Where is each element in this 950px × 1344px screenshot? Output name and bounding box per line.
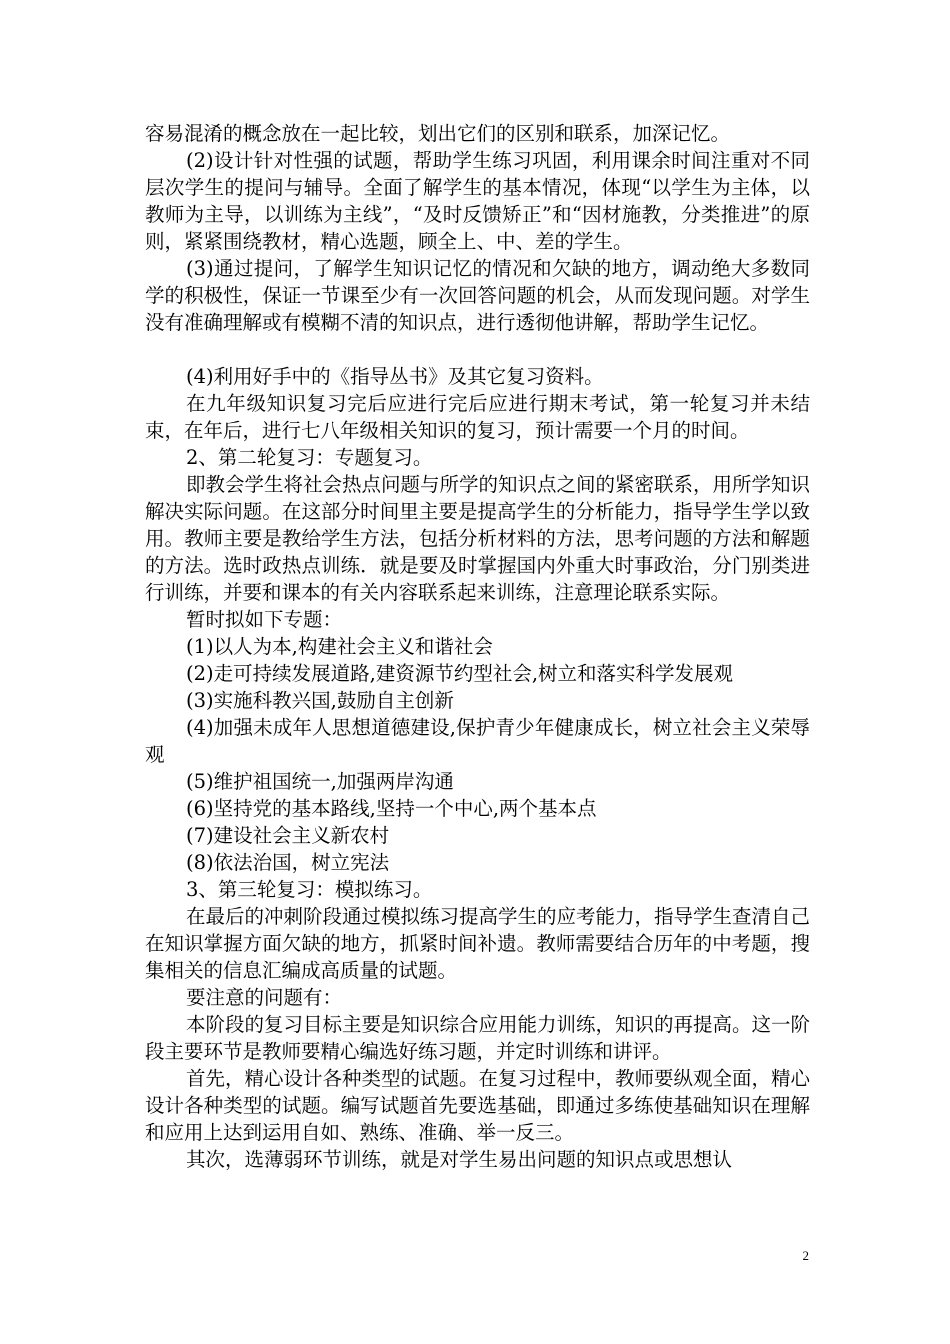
paragraph: 首先，精心设计各种类型的试题。在复习过程中，教师要纵观全面，精心设计各种类型的试题。编写试题首先要选基础，即通过多练使基础知识在理解和应用上达到运用自如、熟练、准确、举一反三。 — [145, 1067, 811, 1144]
paragraph: (4)利用好手中的《指导丛书》及其它复习资料。 — [186, 365, 604, 388]
document-body — [145, 120, 810, 1173]
list-item: (7)建设社会主义新农村 — [186, 824, 390, 847]
list-item: (3)实施科教兴国,鼓励自主创新 — [186, 689, 454, 712]
paragraph: 在最后的冲刺阶段通过模拟练习提高学生的应考能力，指导学生查清自己在知识掌握方面欠缺的地方，抓紧时间补遗。教师需要结合历年的中考题，搜集相关的信息汇编成高质量的试题。 — [145, 905, 811, 982]
paragraph: 在九年级知识复习完后应进行完后应进行期末考试，第一轮复习并未结束，在年后，进行七八年级相关知识的复习，预计需要一个月的时间。 — [145, 392, 810, 442]
paragraph: 要注意的问题有： — [186, 986, 343, 1009]
paragraph: 容易混淆的概念放在一起比较，划出它们的区别和联系，加深记忆。 — [145, 122, 731, 145]
list-item: (2)走可持续发展道路,建资源节约型社会,树立和落实科学发展观 — [186, 662, 734, 685]
paragraph: 本阶段的复习目标主要是知识综合应用能力训练，知识的再提高。这一阶段主要环节是教师要精心编选好练习题，并定时训练和讲评。 — [145, 1013, 811, 1063]
paragraph: 暂时拟如下专题： — [186, 608, 343, 631]
list-item: (6)坚持党的基本路线,坚持一个中心,两个基本点 — [186, 797, 597, 820]
list-item: (8)依法治国，树立宪法 — [186, 851, 390, 874]
page-number: 2 — [802, 1248, 809, 1263]
section-heading: 2、第二轮复习：专题复习。 — [186, 446, 433, 469]
blank-line — [145, 336, 810, 363]
list-item: (1)以人为本,构建社会主义和谐社会 — [186, 635, 493, 658]
section-heading: 3、第三轮复习：模拟练习。 — [186, 878, 433, 901]
list-item: (4)加强未成年人思想道德建设,保护青少年健康成长，树立社会主义荣辱观 — [145, 716, 810, 766]
paragraph: (2)设计针对性强的试题，帮助学生练习巩固，利用课余时间注重对不同层次学生的提问与辅导。全面了解学生的基本情况，体现“以学生为主体，以教师为主导，以训练为主线”，“及时反馈矫正”和“因材施教，分类推进”的原则，紧紧围绕教材，精心选题，顾全上、中、差的学生。 — [145, 149, 810, 253]
paragraph: 即教会学生将社会热点问题与所学的知识点之间的紧密联系，用所学知识解决实际问题。在这部分时间里主要是提高学生的分析能力，指导学生学以致用。教师主要是教给学生方法，包括分析材料的方法，思考问题的方法和解题的方法。选时政热点训练．就是要及时掌握国内外重大时事政治，分门别类进行训练，并要和课本的有关内容联系起来训练，注意理论联系实际。 — [145, 473, 811, 604]
paragraph: (3)通过提问，了解学生知识记忆的情况和欠缺的地方，调动绝大多数同学的积极性，保证一节课至少有一次回答问题的机会，从而发现问题。对学生没有准确理解或有模糊不清的知识点，进行透彻他讲解，帮助学生记忆。 — [145, 257, 810, 334]
paragraph: 其次，选薄弱环节训练，就是对学生易出问题的知识点或思想认 — [186, 1148, 733, 1171]
list-item: (5)维护祖国统一,加强两岸沟通 — [186, 770, 454, 793]
